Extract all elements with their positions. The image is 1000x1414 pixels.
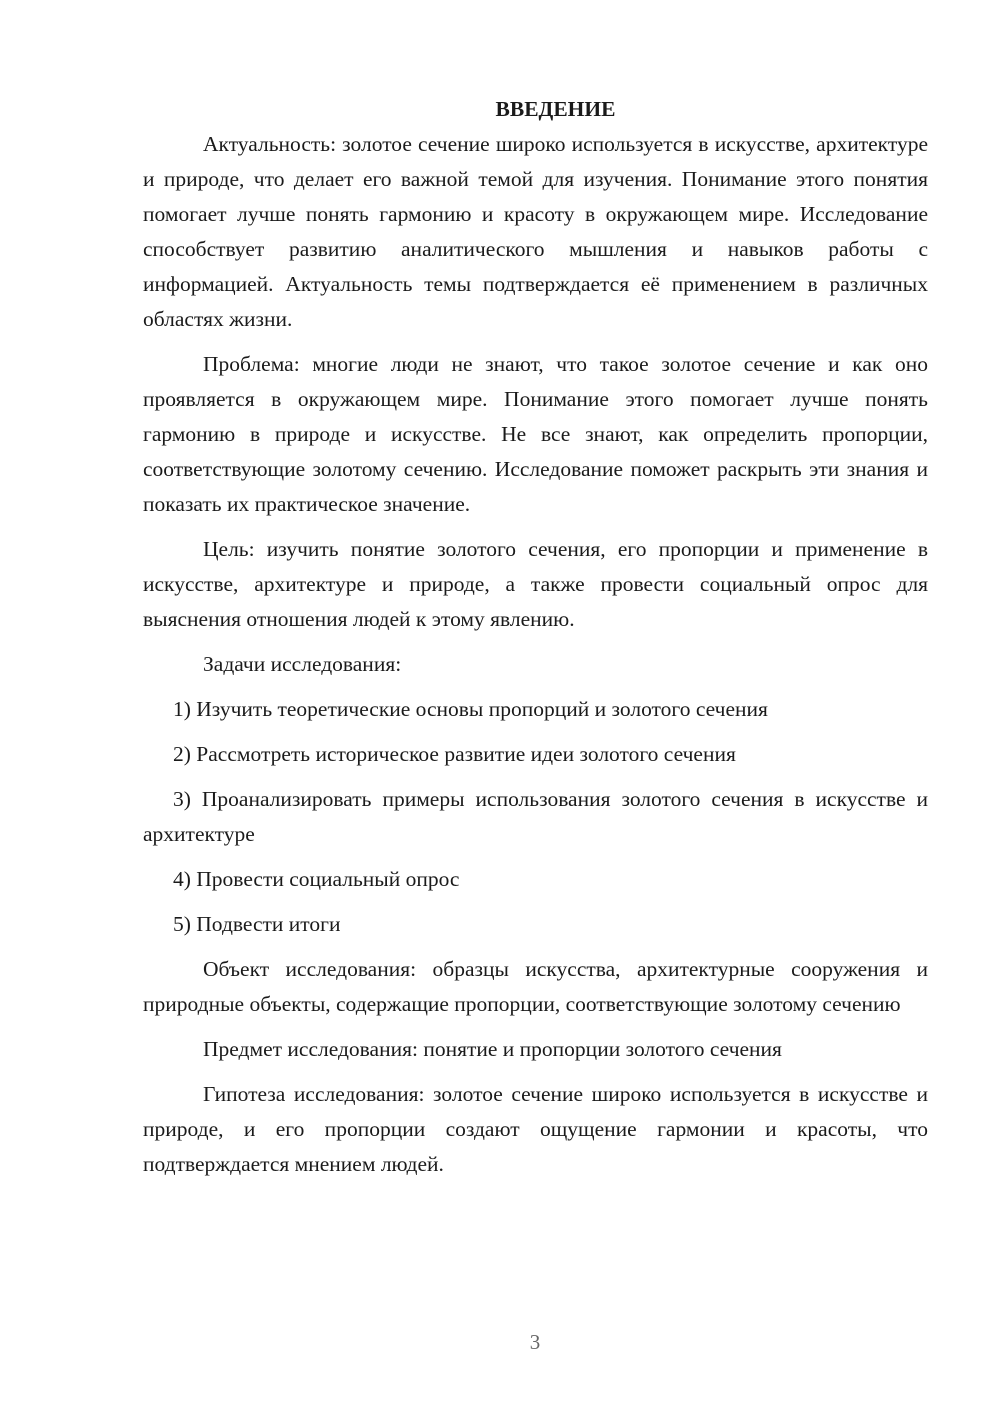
document-page <box>143 92 928 1182</box>
goal-paragraph: Цель: изучить понятие золотого сечения, его пропорции и применение в искусстве, архитектуре и природе, а также провести социальный опрос для выяснения отношения людей к этому явлению. <box>143 537 928 631</box>
task-item: 1) Изучить теоретические основы пропорций и золотого сечения <box>173 697 768 721</box>
problem-paragraph: Проблема: многие люди не знают, что такое золотое сечение и как оно проявляется в окружающем мире. Понимание этого помогает лучше понять гармонию в природе и искусстве. Не все знают, как определить пропорции, соответствующие золотому сечению. Исследование поможет раскрыть эти знания и показать их практическое значение. <box>143 352 928 516</box>
tasks-heading: Задачи исследования: <box>203 652 402 676</box>
task-item: 3) Проанализировать примеры использования золотого сечения в искусстве и архитектуре <box>143 787 928 846</box>
page-title: ВВЕДЕНИЕ <box>495 97 616 121</box>
task-item: 2) Рассмотреть историческое развитие идеи золотого сечения <box>173 742 736 766</box>
relevance-paragraph: Актуальность: золотое сечение широко используется в искусстве, архитектуре и природе, что делает его важной темой для изучения. Понимание этого понятия помогает лучше понять гармонию и красоту в окружающем мире. Исследование способствует развитию аналитического мышления и навыков работы с информацией. Актуальность темы подтверждается её применением в различных областях жизни. <box>143 132 928 331</box>
task-item: 5) Подвести итоги <box>173 912 341 936</box>
object-paragraph: Объект исследования: образцы искусства, архитектурные сооружения и природные объекты, содержащие пропорции, соответствующие золотому сечению <box>143 957 928 1016</box>
page-number: 3 <box>529 1330 541 1354</box>
subject-paragraph: Предмет исследования: понятие и пропорции золотого сечения <box>203 1037 782 1061</box>
task-item: 4) Провести социальный опрос <box>173 867 460 891</box>
hypothesis-paragraph: Гипотеза исследования: золотое сечение широко используется в искусстве и природе, и его пропорции создают ощущение гармонии и красоты, что подтверждается мнением людей. <box>143 1082 928 1176</box>
